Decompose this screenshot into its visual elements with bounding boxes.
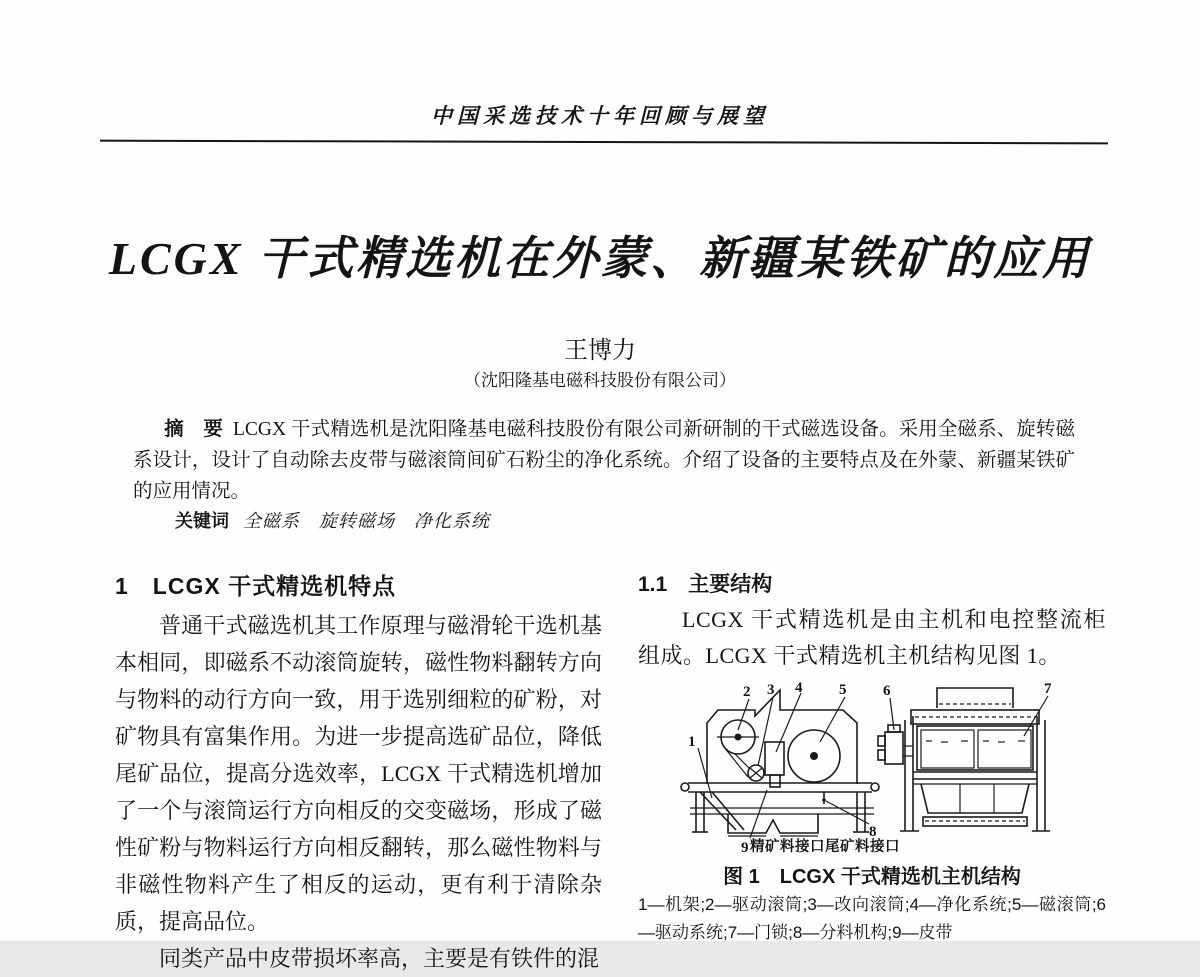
author-affiliation: （沈阳隆基电磁科技股份有限公司）	[464, 371, 736, 390]
left-column	[115, 568, 602, 977]
figure-callout-3: 3	[767, 682, 775, 698]
figure-callout-6: 6	[883, 683, 891, 699]
author-name: 王博力	[564, 338, 636, 364]
keywords-line	[175, 507, 1075, 533]
abstract-text: LCGX 干式精选机是沈阳隆基电磁科技股份有限公司新研制的干式磁选设备。采用全磁系、旋转磁系设计，设计了自动除去皮带与磁滚筒间矿石粉尘的净化系统。介绍了设备的主要特点及在外蒙、新疆某铁矿的应用情况。	[133, 419, 1075, 502]
concentrate-port-label: 精矿料接口	[750, 839, 825, 855]
abstract-label: 摘 要	[164, 418, 223, 440]
section-1-paragraph-1: 普通干式磁选机其工作原理与磁滑轮干选机基本相同，即磁系不动滚筒旋转，磁性物料翻转方向与物料的动行方向一致，用于选别细粒的矿粉，对矿物具有富集作用。为进一步提高选矿品位，降低尾矿品位，提高分选效率，LCGX 干式精选机增加了一个与滚筒运行方向相反的交变磁场，形成了磁性矿粉与物料运行方向相反翻转，那么磁性物料与非磁性物料产生了相反的运动，更有利于清除杂质，提高品位。	[115, 613, 602, 934]
figure-caption: 图 1 LCGX 干式精选机主机结构	[723, 866, 1021, 888]
section-1-1-heading: 1.1 主要结构	[638, 573, 773, 596]
machine-structure-drawing	[638, 680, 1106, 856]
figure-1	[638, 680, 1106, 947]
figure-callout-8: 8	[869, 824, 877, 840]
tailings-port-label: 尾矿料接口	[825, 839, 900, 855]
figure-callout-4: 4	[795, 680, 803, 696]
abstract-paragraph	[133, 414, 1075, 507]
figure-callout-1: 1	[688, 734, 696, 750]
right-column	[638, 568, 1106, 947]
section-1-1-paragraph-1: LCGX 干式精选机是由主机和电控整流柜组成。LCGX 干式精选机主机结构见图 1。	[638, 607, 1106, 668]
keywords-label: 关键词	[175, 511, 229, 531]
paper-title: LCGX 干式精选机在外蒙、新疆某铁矿的应用	[108, 233, 1092, 284]
running-header: 中国采选技术十年回顾与展望	[431, 104, 769, 128]
keywords-items: 全磁系 旋转磁场 净化系统	[243, 511, 490, 531]
figure-callout-2: 2	[743, 684, 751, 700]
figure-callout-9: 9	[741, 840, 749, 856]
section-1-paragraph-2: 同类产品中皮带损坏率高，主要是有铁件的混	[159, 946, 600, 971]
header-rule-divider	[100, 140, 1108, 145]
section-1-heading: 1 LCGX 干式精选机特点	[115, 573, 397, 599]
figure-callout-5: 5	[839, 682, 847, 698]
figure-legend: 1—机架;2—驱动滚筒;3—改向滚筒;4—净化系统;5—磁滚筒;6—驱动系统;7—门锁;8—分料机构;9—皮带	[638, 895, 1106, 942]
figure-callout-7: 7	[1044, 681, 1052, 697]
